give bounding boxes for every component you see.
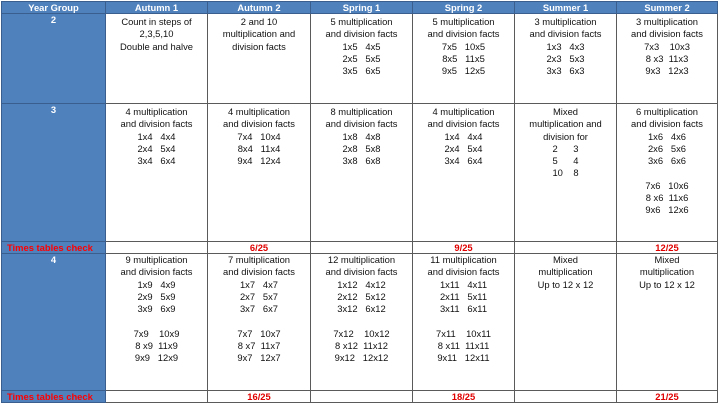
check-score-spring-1 bbox=[311, 391, 413, 403]
check-score-spring-2: 18/25 bbox=[413, 391, 515, 403]
check-score-autumn-1 bbox=[106, 242, 208, 254]
check-score-spring-2: 9/25 bbox=[413, 242, 515, 254]
times-tables-check-label: Times tables check bbox=[2, 242, 106, 254]
table-row-year-2 bbox=[2, 14, 718, 104]
times-tables-curriculum-table bbox=[1, 1, 718, 403]
header-summer-2: Summer 2 bbox=[617, 2, 718, 14]
autumn-2-cell: 2 and 10 multiplication and division facts bbox=[208, 14, 311, 104]
times-tables-check-row bbox=[2, 242, 718, 254]
autumn-2-cell: 7 multiplication and division facts 1x7 4x7 2x7 5x7 3x7 6x7 7x7 10x7 8 x7 11x7 9x7 12x7 bbox=[208, 254, 311, 391]
summer-1-cell: Mixed multiplication Up to 12 x 12 bbox=[515, 254, 617, 391]
summer-1-cell: Mixed multiplication and division for 2 3 5 4 10 8 bbox=[515, 104, 617, 242]
table-row-year-3 bbox=[2, 104, 718, 242]
year-group-cell: 2 bbox=[2, 14, 106, 104]
spring-1-cell: 5 multiplication and division facts 1x5 4x5 2x5 5x5 3x5 6x5 bbox=[311, 14, 413, 104]
check-score-summer-1 bbox=[515, 242, 617, 254]
autumn-1-cell: 9 multiplication and division facts 1x9 4x9 2x9 5x9 3x9 6x9 7x9 10x9 8 x9 11x9 9x9 12x9 bbox=[106, 254, 208, 391]
times-tables-check-label: Times tables check bbox=[2, 391, 106, 403]
spring-2-cell: 11 multiplication and division facts 1x11 4x11 2x11 5x11 3x11 6x11 7x11 10x11 8 x11 11x11 9x11 12x11 bbox=[413, 254, 515, 391]
check-score-autumn-2: 6/25 bbox=[208, 242, 311, 254]
summer-2-cell: 3 multiplication and division facts 7x3 10x3 8 x3 11x3 9x3 12x3 bbox=[617, 14, 718, 104]
autumn-2-cell: 4 multiplication and division facts 7x4 10x4 8x4 11x4 9x4 12x4 bbox=[208, 104, 311, 242]
check-score-autumn-1 bbox=[106, 391, 208, 403]
check-score-spring-1 bbox=[311, 242, 413, 254]
times-tables-check-row bbox=[2, 391, 718, 403]
check-score-summer-2: 21/25 bbox=[617, 391, 718, 403]
header-autumn-2: Autumn 2 bbox=[208, 2, 311, 14]
summer-2-cell: 6 multiplication and division facts 1x6 4x6 2x6 5x6 3x6 6x6 7x6 10x6 8 x6 11x6 9x6 12x6 bbox=[617, 104, 718, 242]
check-score-summer-1 bbox=[515, 391, 617, 403]
autumn-1-cell: Count in steps of 2,3,5,10 Double and halve bbox=[106, 14, 208, 104]
year-group-cell: 4 bbox=[2, 254, 106, 391]
autumn-1-cell: 4 multiplication and division facts 1x4 4x4 2x4 5x4 3x4 6x4 bbox=[106, 104, 208, 242]
spring-1-cell: 8 multiplication and division facts 1x8 4x8 2x8 5x8 3x8 6x8 bbox=[311, 104, 413, 242]
header-autumn-1: Autumn 1 bbox=[106, 2, 208, 14]
header-spring-2: Spring 2 bbox=[413, 2, 515, 14]
summer-1-cell: 3 multiplication and division facts 1x3 4x3 2x3 5x3 3x3 6x3 bbox=[515, 14, 617, 104]
summer-2-cell: Mixed multiplication Up to 12 x 12 bbox=[617, 254, 718, 391]
header-spring-1: Spring 1 bbox=[311, 2, 413, 14]
check-score-summer-2: 12/25 bbox=[617, 242, 718, 254]
spring-2-cell: 4 multiplication and division facts 1x4 4x4 2x4 5x4 3x4 6x4 bbox=[413, 104, 515, 242]
spring-2-cell: 5 multiplication and division facts 7x5 10x5 8x5 11x5 9x5 12x5 bbox=[413, 14, 515, 104]
spring-1-cell: 12 multiplication and division facts 1x12 4x12 2x12 5x12 3x12 6x12 7x12 10x12 8 x12 11x12 9x12 12x12 bbox=[311, 254, 413, 391]
header-summer-1: Summer 1 bbox=[515, 2, 617, 14]
header-year-group: Year Group bbox=[2, 2, 106, 14]
check-score-autumn-2: 16/25 bbox=[208, 391, 311, 403]
year-group-cell: 3 bbox=[2, 104, 106, 242]
header-row bbox=[2, 2, 718, 14]
table-row-year-4 bbox=[2, 254, 718, 391]
